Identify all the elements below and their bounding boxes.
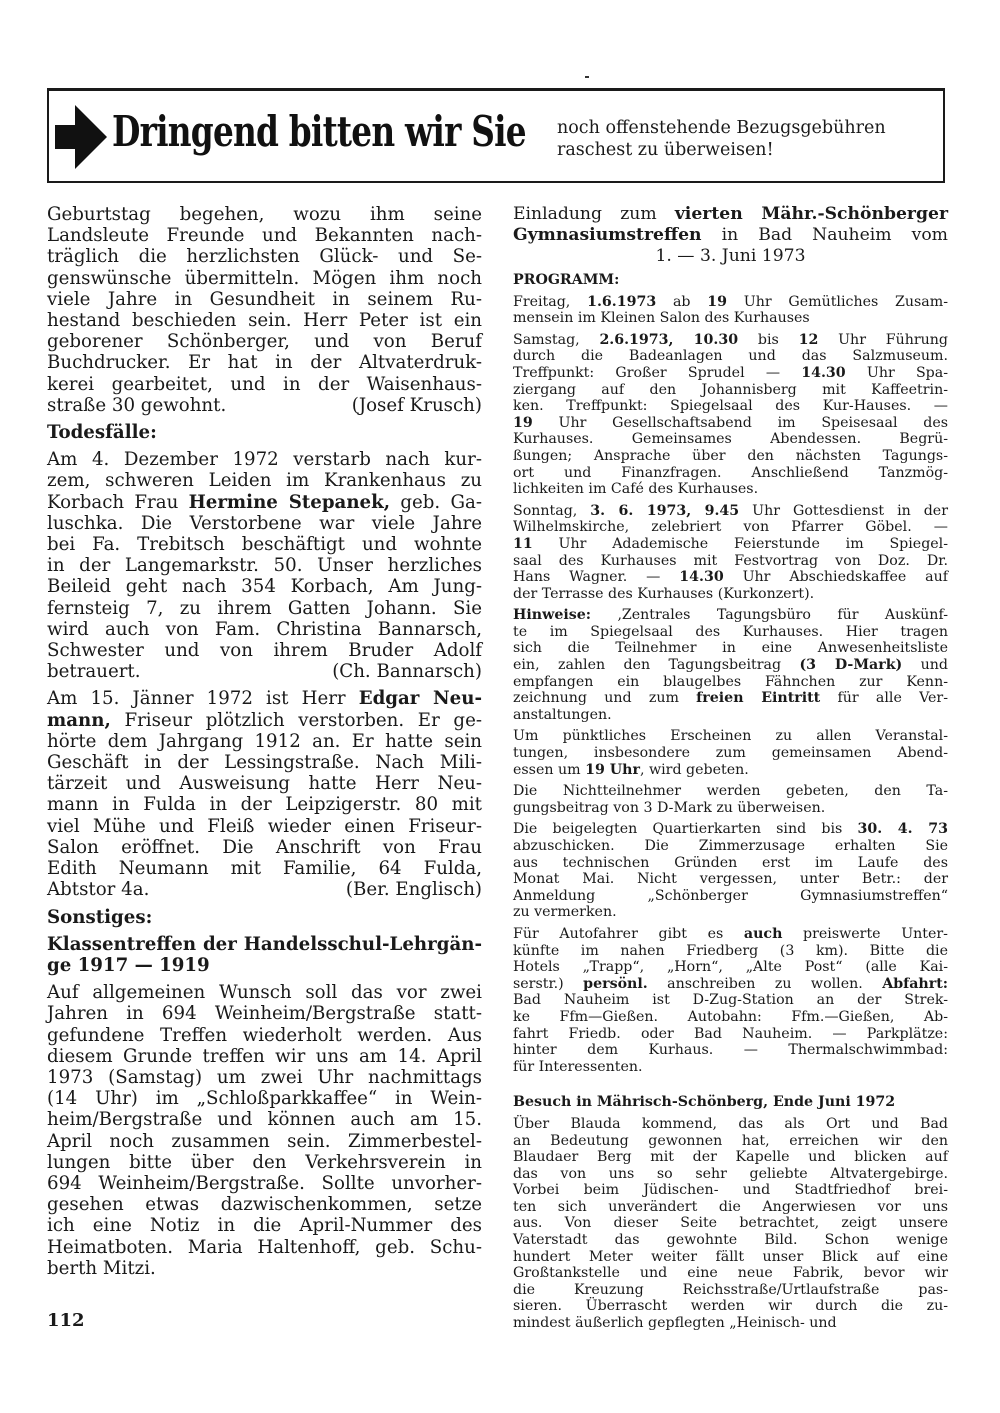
section-heading: [47, 907, 482, 928]
text-line: in der Langemarkstr. 50. Unser herzliches: [47, 555, 482, 577]
paragraph: [47, 449, 482, 682]
paragraph: [513, 294, 948, 327]
text-line: hestand beschieden sein. Herr Peter ist ein: [47, 310, 482, 332]
text-line: Kurhauses. Gemeinsames Abendessen. Begrü-: [513, 431, 948, 448]
spacer: [513, 1080, 948, 1094]
text-line: PROGRAMM:: [513, 272, 620, 288]
text-line: Bad Nauheim ist D-Zug-Station an der Strek-: [513, 992, 948, 1009]
bold-text: 12: [798, 331, 819, 348]
text-line: Wilhelmskirche, zelebriert von Pfarrer Göbel. —: [513, 519, 948, 536]
text-line: 11 Uhr Adademische Feierstunde im Spiegel-: [513, 535, 948, 552]
text-line: hinter dem Kurhaus. — Thermalschwimmbad:: [513, 1042, 948, 1059]
text-line: empfangen ein blaugelbes Fähnchen zur Kenn-: [513, 673, 948, 690]
text-line: mindest äußerlich gepflegten „Heinisch- und: [513, 1315, 837, 1332]
text-line: (14 Uhr) im „Schloßparkkaffee“ in Wein-: [47, 1088, 482, 1110]
text-line: Die Nichtteilnehmer werden gebeten, den Ta-: [513, 783, 948, 800]
text-line: für Interessenten.: [513, 1058, 643, 1075]
banner-title: Dringend bitten wir Sie: [112, 107, 526, 156]
text-line: Um pünktliches Erscheinen zu allen Veranstal-: [513, 728, 948, 745]
text-line: 19 Uhr Gesellschaftsabend im Speisesaal des: [513, 414, 948, 431]
text-line: Edith Neumann mit Familie, 64 Fulda,: [47, 858, 482, 880]
section-heading: [47, 422, 482, 443]
text-line: Treffpunkt: Großer Sprudel — 14.30 Uhr Spa-: [513, 364, 948, 381]
text-line: kerei gearbeitet, und in der Waisenhaus-: [47, 373, 482, 395]
bold-text: (3 D-Mark): [799, 657, 903, 674]
bold-text: Hermine Stepanek,: [188, 491, 391, 513]
banner-subtitle-line: raschest zu überweisen!: [557, 140, 774, 160]
author-signature: (Josef Krusch): [351, 394, 482, 416]
bold-text: 11: [513, 535, 533, 552]
closing-text: straße 30 gewohnt.: [47, 394, 227, 416]
page-number: 112: [47, 1310, 85, 1331]
paragraph: [47, 982, 482, 1279]
text-line: Heimatboten. Maria Haltenhoff, geb. Schu-: [47, 1236, 482, 1258]
text-line: 694 Weinheim/Bergstraße. Sollte unvorher-: [47, 1172, 482, 1194]
text-line: Hinweise: ‚Zentrales Tagungsbüro für Auskünf-: [513, 607, 948, 624]
text-line: fernsteig 7, zu ihrem Gatten Johann. Sie: [47, 597, 482, 619]
text-line: geborener Schönberger, und von Beruf: [47, 331, 482, 353]
text-line: Blaudaer Berg mit der Kapelle und blicken auf: [513, 1149, 948, 1166]
text-line: Schwester und von ihrem Bruder Adolf: [47, 640, 482, 662]
text-line: künfte im nahen Friedberg (3 km). Bitte die: [513, 942, 948, 959]
text-line: gefundene Treffen wiederholt werden. Aus: [47, 1024, 482, 1046]
text-line: Landsleute Freunde und Bekannten nach-: [47, 225, 482, 247]
text-line: Für Autofahrer gibt es auch preiswerte Unter-: [513, 925, 948, 942]
bold-text: 14.30: [679, 569, 724, 586]
text-line: ten sich unverändert die Angerwiesen vor uns: [513, 1198, 948, 1215]
text-line: abzuschicken. Die Zimmerzusage erhalten Sie: [513, 838, 948, 854]
banner-subtitle: [557, 117, 886, 161]
bold-text: Hinweise:: [513, 607, 591, 624]
text-line: mensein im Kleinen Salon des Kurhauses: [513, 310, 810, 327]
right-column: [513, 272, 948, 1337]
bold-text: 14.30: [801, 364, 846, 381]
text-line: berth Mitzi.: [47, 1257, 156, 1279]
text-line: Geschäft in der Lessingstraße. Nach Mili-: [47, 752, 482, 774]
text-line: Geburtstag begehen, wozu ihm seine: [47, 204, 482, 225]
text-line: April noch zusammen sein. Zimmerbestel-: [47, 1130, 482, 1152]
text-line: ßungen; Ansprache über den nächsten Tagungs-: [513, 447, 948, 464]
text-line: tungen, insbesondere zum gemeinsamen Abend-: [513, 745, 948, 762]
arrow-right-icon: [55, 105, 107, 169]
text-line: Großtankstelle und eine neue Fabrik, bevor wir: [513, 1265, 948, 1282]
paragraph: [513, 607, 948, 723]
text-line: Hotels „Trapp“, „Horn“, „Alte Post“ (alle Kai-: [513, 959, 948, 976]
text-line: Monat Mai. Nicht vergessen, unter Betr.: der: [513, 871, 948, 888]
paragraph: [513, 503, 948, 603]
closing-text: Abtstor 4a.: [47, 879, 150, 901]
text-line: te im Spiegelsaal des Kurhauses. Hier tragen: [513, 623, 948, 640]
paragraph: [513, 821, 948, 921]
bold-text: 19 Uhr: [585, 761, 640, 778]
bold-text: 30. 4. 73: [857, 821, 948, 838]
text-line: Sonstiges:: [47, 906, 153, 928]
text-line: Über Blauda kommend, das als Ort und Bad: [513, 1115, 948, 1132]
text-line: saal des Kurhauses mit Festvortrag von Doz. Dr.: [513, 552, 948, 569]
paragraph: [513, 728, 948, 778]
bold-text: Edgar Neu-: [358, 688, 482, 710]
text-line: Vorbei beim Jüdischen- und Stadtfriedhof brei-: [513, 1182, 948, 1199]
text-line: sich die Teilnehmer in eine Anwesenheitsliste: [513, 640, 948, 657]
signature-line: [47, 879, 482, 900]
intro-line: Gymnasiumstreffen in Bad Nauheim vom: [513, 225, 948, 245]
text-line: Buchdrucker. Er hat in der Altvaterdruk-: [47, 352, 482, 374]
text-line: gesehen etwas dazwischenkommen, setze: [47, 1194, 482, 1216]
signature-line: [47, 661, 482, 682]
reunion-invitation-intro: [513, 204, 948, 267]
signature-line: [47, 395, 482, 416]
paragraph: [513, 332, 948, 498]
bold-text: Abfahrt:: [882, 975, 948, 992]
bold-text: mann,: [47, 709, 111, 731]
bold-text: auch: [743, 925, 783, 942]
text-line: Todesfälle:: [47, 422, 157, 444]
text-line: ge 1917 — 1919: [47, 954, 210, 976]
text-line: essen um 19 Uhr, wird gebeten.: [513, 761, 749, 778]
paragraph: [513, 1116, 948, 1332]
text-line: gungsbeitrag von 3 D-Mark zu überweisen.: [513, 799, 826, 816]
text-line: ziergang auf den Johannisberg mit Kaffeetrin-: [513, 381, 948, 398]
paragraph: [47, 688, 482, 900]
text-line: anstaltungen.: [513, 706, 612, 723]
paragraph: [47, 204, 482, 416]
text-line: mann, Friseur plötzlich verstorben. Er ge-: [47, 709, 482, 731]
text-line: ich eine Notiz in die April-Nummer des: [47, 1215, 482, 1237]
text-line: 1973 (Samstag) um zwei Uhr nachmittags: [47, 1066, 482, 1088]
text-line: zem, schweren Leiden im Krankenhaus zu: [47, 470, 482, 492]
bold-text: vierten Mähr.-Schönberger: [674, 204, 948, 224]
text-line: heim/Bergstraße und können auch am 15.: [47, 1109, 482, 1131]
bold-text: 19: [707, 293, 727, 310]
bold-text: freien Eintritt: [696, 690, 821, 707]
section-heading: [513, 272, 948, 289]
text-line: Am 4. Dezember 1972 verstarb nach kur-: [47, 449, 482, 471]
text-line: das von uns so sehr geliebte Altvatergebirge.: [513, 1165, 948, 1182]
text-line: Sonntag, 3. 6. 1973, 9.45 Uhr Gottesdienst in der: [513, 502, 948, 519]
text-line: luschka. Die Verstorbene war viele Jahre: [47, 512, 482, 534]
closing-text: betrauert.: [47, 661, 141, 683]
text-line: lichkeiten im Café des Kurhauses.: [513, 481, 759, 498]
text-line: zu vermerken.: [513, 904, 617, 921]
print-mark: [585, 76, 589, 78]
bold-text: persönl.: [583, 975, 648, 992]
text-line: träglich die herzlichsten Glück- und Se-: [47, 246, 482, 268]
text-line: hundert Meter weiter fällt unser Blick auf eine: [513, 1248, 948, 1265]
text-line: Samstag, 2.6.1973, 10.30 bis 12 Uhr Führung: [513, 331, 949, 348]
text-line: sieren. Überrascht werden wir durch die zu-: [513, 1298, 948, 1315]
paragraph: [513, 926, 948, 1075]
payment-reminder-banner: [47, 88, 945, 183]
text-line: wird auch von Fam. Christina Bannarsch,: [47, 618, 482, 640]
text-line: ein, zahlen den Tagungsbeitrag (3 D-Mark) und: [513, 657, 948, 674]
text-line: serstr.) persönl. anschreiben zu wollen. Abfahrt:: [513, 975, 948, 992]
text-line: mann in Fulda in der Leipzigerstr. 80 mit: [47, 794, 482, 816]
text-line: Freitag, 1.6.1973 ab 19 Uhr Gemütliches Zusam-: [513, 293, 948, 310]
text-line: ke Ffm—Gießen. Autobahn: Ffm.—Gießen, Ab-: [513, 1008, 948, 1025]
text-line: viel Mühe und Fleiß wieder einen Friseur-: [47, 815, 482, 837]
reunion-dates: 1. — 3. Juni 1973: [655, 246, 806, 266]
text-line: aus. Von dieser Seite betrachtet, zeigt unsere: [513, 1215, 948, 1232]
text-line: Besuch in Mährisch-Schönberg, Ende Juni 1972: [513, 1094, 896, 1111]
bold-text: 19: [513, 414, 533, 431]
left-column: [47, 204, 482, 1285]
text-line: ken. Treffpunkt: Spiegelsaal des Kur-Hauses. —: [513, 398, 948, 415]
intro-line: Einladung zum vierten Mähr.-Schönberger: [513, 204, 948, 224]
text-line: tärzeit und Ausweisung hatte Herr Neu-: [47, 773, 482, 795]
text-line: fahrt Friedb. oder Bad Nauheim. — Parkplätze:: [513, 1025, 948, 1042]
text-line: an Bedeutung gewonnen hat, erreichen wir den: [513, 1132, 948, 1149]
text-line: genswünsche übermitteln. Mögen ihm noch: [47, 267, 482, 289]
text-line: bei Fa. Trebitsch beschäftigt und wohnte: [47, 534, 482, 556]
text-line: durch die Badeanlagen und das Salzmuseum.: [513, 348, 948, 365]
text-line: Die beigelegten Quartierkarten sind bis 30. 4. 73: [513, 821, 948, 838]
text-line: die Kreuzung Reichsstraße/Urtlaufstraße pas-: [513, 1281, 948, 1298]
text-line: aus technischen Gründen erst im Laufe des: [513, 854, 948, 871]
text-line: Salon eröffnet. Die Anschrift von Frau: [47, 836, 482, 858]
text-line: hörte dem Jahrgang 1912 an. Er hatte sein: [47, 730, 482, 752]
paragraph: [513, 783, 948, 816]
text-line: Vaterstadt das gewohnte Bild. Schon wenige: [513, 1232, 948, 1249]
text-line: Am 15. Jänner 1972 ist Herr Edgar Neu-: [47, 688, 482, 710]
text-line: der Terrasse des Kurhauses (Kurkonzert).: [513, 585, 815, 602]
text-line: Klassentreffen der Handelsschul-Lehrgän-: [47, 933, 482, 955]
bold-text: 2.6.1973, 10.30: [599, 331, 739, 348]
section-heading: [513, 1094, 948, 1111]
author-signature: (Ch. Bannarsch): [332, 661, 482, 683]
text-line: zeichnung und zum freien Eintritt für alle Ver-: [513, 690, 949, 707]
text-line: viele Jahre in Gesundheit in seinem Ru-: [47, 288, 482, 310]
bold-text: 1.6.1973: [587, 293, 657, 310]
text-line: Anmeldung „Schönberger Gymnasiumstreffen“: [513, 887, 948, 904]
section-heading: [47, 934, 482, 976]
text-line: Beileid geht nach 354 Korbach, Am Jung-: [47, 576, 482, 598]
text-line: diesem Grunde treffen wir uns am 14. April: [47, 1045, 482, 1067]
text-line: ort und Finanzfragen. Anschließend Tanzmög-: [513, 464, 948, 481]
text-line: Auf allgemeinen Wunsch soll das vor zwei: [47, 982, 482, 1004]
text-line: Hans Wagner. — 14.30 Uhr Abschiedskaffee auf: [513, 569, 949, 586]
banner-subtitle-line: noch offenstehende Bezugsgebühren: [557, 118, 886, 138]
bold-text: 3. 6. 1973, 9.45: [590, 502, 740, 519]
bold-text: Gymnasiumstreffen: [513, 225, 702, 245]
author-signature: (Ber. Englisch): [345, 879, 482, 901]
text-line: lungen bitte über den Verkehrsverein in: [47, 1151, 482, 1173]
text-line: Korbach Frau Hermine Stepanek, geb. Ga-: [47, 491, 482, 513]
text-line: Jahren in 694 Weinheim/Bergstraße statt-: [47, 1003, 482, 1025]
